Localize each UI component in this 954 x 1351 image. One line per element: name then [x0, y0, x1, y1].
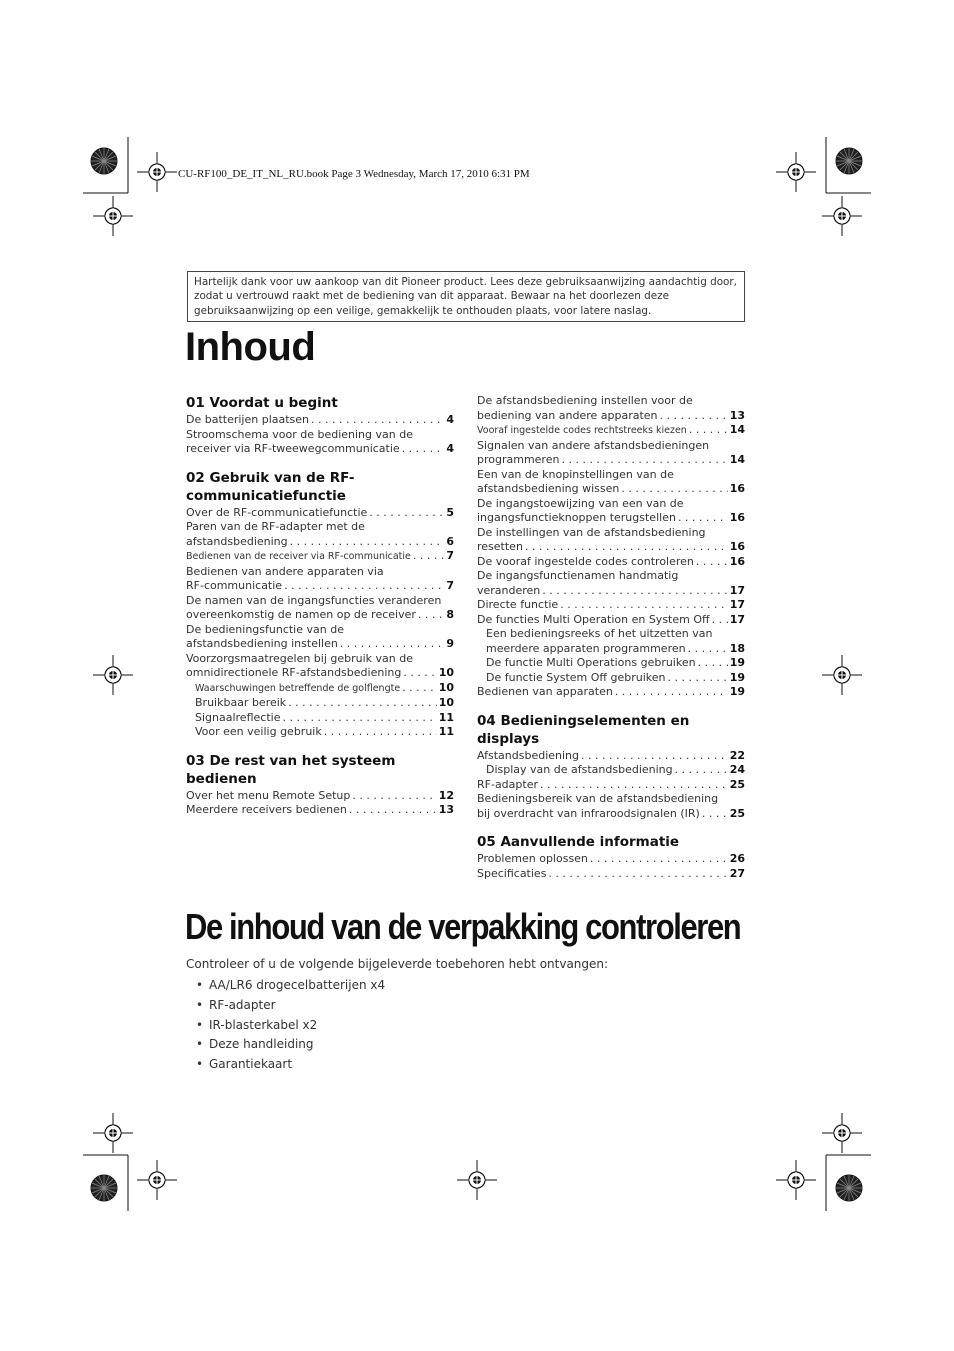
toc-page-number: 4: [446, 442, 454, 455]
toc-entry-text: Display van de afstandsbediening: [486, 763, 673, 776]
toc-entry-text: De ingangstoewijzing van een van de: [477, 496, 684, 510]
toc-entry-text: Signalen van andere afstandsbedieningen: [477, 438, 710, 452]
toc-section-heading: 04 Bedieningselementen en displays: [477, 712, 690, 747]
toc-entry-text: ingangsfunctieknoppen terugstellen: [477, 511, 676, 524]
toc-page-number: 16: [729, 554, 745, 568]
toc-page-number: 13: [438, 803, 454, 816]
toc-page-number: 14: [729, 423, 745, 436]
toc-page-number: 26: [729, 852, 745, 865]
toc-entry-text: De afstandsbediening instellen voor de: [477, 394, 693, 407]
toc-entry-text: resetten: [477, 540, 523, 553]
star-target-icon: [91, 148, 117, 174]
toc-entry-text: Problemen oplossen: [477, 852, 588, 865]
toc-page-number: 19: [729, 670, 745, 684]
toc-page-number: 4: [446, 413, 454, 426]
toc-entry-text: De functies Multi Operation en System Off: [477, 612, 710, 626]
crosshair-icon: [776, 152, 816, 192]
toc-section-heading: 01 Voordat u begint: [186, 395, 338, 411]
crosshair-icon: [822, 196, 862, 236]
toc-entry-text: veranderen: [477, 583, 541, 597]
toc-section-heading: 02 Gebruik van de RF-communicatiefunctie: [186, 469, 355, 504]
package-title: De inhoud van de verpakking controleren: [185, 906, 741, 947]
package-item: • RF-adapter: [196, 996, 385, 1016]
toc-entry-text: Bedienen van apparaten: [477, 685, 613, 698]
toc-page-number: 16: [729, 482, 745, 495]
package-item: • IR-blasterkabel x2: [196, 1016, 385, 1036]
toc-section-heading: 03 De rest van het systeem bedienen: [186, 752, 396, 787]
toc-page-number: 19: [729, 685, 745, 698]
toc-page-number: 18: [729, 641, 745, 655]
toc-entry-text: De functie Multi Operations gebruiken: [486, 656, 696, 669]
star-target-icon: [836, 148, 862, 174]
toc-entry-text: afstandsbediening: [186, 534, 288, 548]
crosshair-icon: [457, 1160, 497, 1200]
toc-page-number: 11: [438, 725, 454, 738]
toc-entry-text: De vooraf ingestelde codes controleren: [477, 554, 694, 568]
package-item: • Garantiekaart: [196, 1055, 385, 1075]
toc-entry-text: afstandsbediening wissen: [477, 482, 620, 495]
toc-entry-text: Over de RF-communicatiefunctie: [186, 505, 368, 519]
toc-entry-text: De namen van de ingangsfuncties veranderen: [186, 593, 442, 607]
toc-page-number: 14: [729, 453, 745, 466]
toc-page-number: 16: [729, 540, 745, 553]
toc-entry-text: Over het menu Remote Setup: [186, 788, 351, 802]
toc-page-number: 22: [729, 748, 745, 762]
toc-page-number: 9: [446, 637, 454, 650]
star-target-icon: [836, 1175, 862, 1201]
toc-entry-text: Stroomschema voor de bediening van de: [186, 427, 413, 441]
toc-entry-text: Een bedieningsreeks of het uitzetten van: [486, 627, 713, 640]
toc-entry-text: De batterijen plaatsen: [186, 413, 310, 426]
crosshair-icon: [822, 655, 862, 695]
toc-entry-text: overeenkomstig de namen op de receiver: [186, 608, 416, 621]
toc-entry-text: Directe functie: [477, 598, 559, 611]
toc-entry-text: Paren van de RF-adapter met de: [186, 520, 365, 533]
toc-entry-text: meerdere apparaten programmeren: [486, 641, 686, 655]
toc-page-number: 25: [729, 806, 745, 820]
toc-page-number: 19: [729, 656, 745, 669]
toc-page-number: 7: [446, 579, 454, 592]
toc-entry-text: De instellingen van de afstandsbediening: [477, 525, 706, 539]
toc-page-number: 10: [438, 696, 454, 709]
toc-entry-text: Bedieningsbereik van de afstandsbediening: [477, 792, 719, 805]
toc-entry-text: bediening van andere apparaten: [477, 408, 658, 422]
toc-entry-text: Voorzorgsmaatregelen bij gebruik van de: [186, 651, 414, 665]
crosshair-icon: [137, 152, 177, 192]
package-item: • Deze handleiding: [196, 1035, 385, 1055]
intro-box: Hartelijk dank voor uw aankoop van dit Pioneer product. Lees deze gebruiksaanwijzing aandachtig door, zodat u vertrouwd raakt met de bediening van dit apparaat. Bewaar na het doorlezen deze gebruiksaanwijzing op een veilige, gemakkelijk te onthouden plaats, voor latere naslag.: [187, 271, 745, 322]
print-header: CU-RF100_DE_IT_NL_RU.book Page 3 Wednesday, March 17, 2010 6:31 PM: [178, 168, 530, 180]
toc-page-number: 11: [438, 710, 454, 724]
toc-page-number: 12: [438, 788, 454, 802]
toc-entry-text: De ingangsfunctienamen handmatig: [477, 569, 679, 582]
toc-entry-text: receiver via RF-tweewegcommunicatie: [186, 442, 400, 455]
toc-page-number: 17: [729, 598, 745, 611]
crosshair-icon: [137, 1160, 177, 1200]
toc-entry-text: Signaalreflectie: [195, 710, 281, 724]
crosshair-icon: [776, 1160, 816, 1200]
toc-page-number: 10: [438, 680, 454, 694]
toc-page-number: 5: [446, 505, 454, 519]
toc-entry-text: Afstandsbediening: [477, 748, 580, 762]
toc-page-number: 17: [729, 612, 745, 626]
crosshair-icon: [822, 1113, 862, 1153]
toc-entry-text: Bedienen van andere apparaten via: [186, 564, 384, 578]
star-target-icon: [91, 1175, 117, 1201]
toc-page-number: 8: [446, 608, 454, 621]
toc-title: Inhoud: [185, 325, 316, 369]
toc-entry-text: De bedieningsfunctie van de: [186, 622, 344, 636]
toc-entry-text: bij overdracht van infraroodsignalen (IR): [477, 806, 700, 820]
toc-entry-text: Een van de knopinstellingen van de: [477, 467, 674, 481]
toc-entry-text: Meerdere receivers bedienen: [186, 803, 347, 816]
toc-page-number: 24: [729, 763, 745, 776]
toc-entry-text: Vooraf ingestelde codes rechtstreeks kiezen: [477, 425, 687, 436]
toc-page-number: 25: [729, 777, 745, 791]
toc-entry-text: De functie System Off gebruiken: [486, 670, 666, 684]
toc-entry-text: RF-communicatie: [186, 579, 283, 592]
toc-page-number: 16: [729, 511, 745, 524]
toc-entry-text: Bruikbaar bereik: [195, 696, 287, 709]
crosshair-icon: [93, 196, 133, 236]
toc-section-heading: 05 Aanvullende informatie: [477, 834, 680, 850]
toc-page-number: 6: [446, 534, 454, 548]
crosshair-icon: [93, 1113, 133, 1153]
toc-page-number: 17: [729, 583, 745, 597]
toc-entry-text: Waarschuwingen betreffende de golflengte: [195, 682, 401, 694]
toc-page-number: 13: [729, 408, 745, 422]
toc-entry-text: programmeren: [477, 453, 560, 466]
toc-entry-text: Voor een veilig gebruik: [195, 725, 322, 738]
crosshair-icon: [93, 655, 133, 695]
toc-entry-text: Bedienen van de receiver via RF-communicatie: [186, 551, 411, 562]
package-item: • AA/LR6 drogecelbatterijen x4: [196, 976, 385, 996]
package-intro: Controleer of u de volgende bijgeleverde toebehoren hebt ontvangen:: [186, 957, 609, 971]
toc-page-number: 27: [729, 866, 745, 880]
toc-page-number: 10: [438, 666, 454, 679]
toc-entry-text: afstandsbediening instellen: [186, 637, 338, 650]
toc-entry-text: omnidirectionele RF-afstandsbediening: [186, 666, 402, 679]
toc-entry-text: Specificaties: [477, 866, 547, 880]
toc-entry-text: RF-adapter: [477, 777, 538, 791]
toc-page-number: 7: [446, 549, 454, 562]
